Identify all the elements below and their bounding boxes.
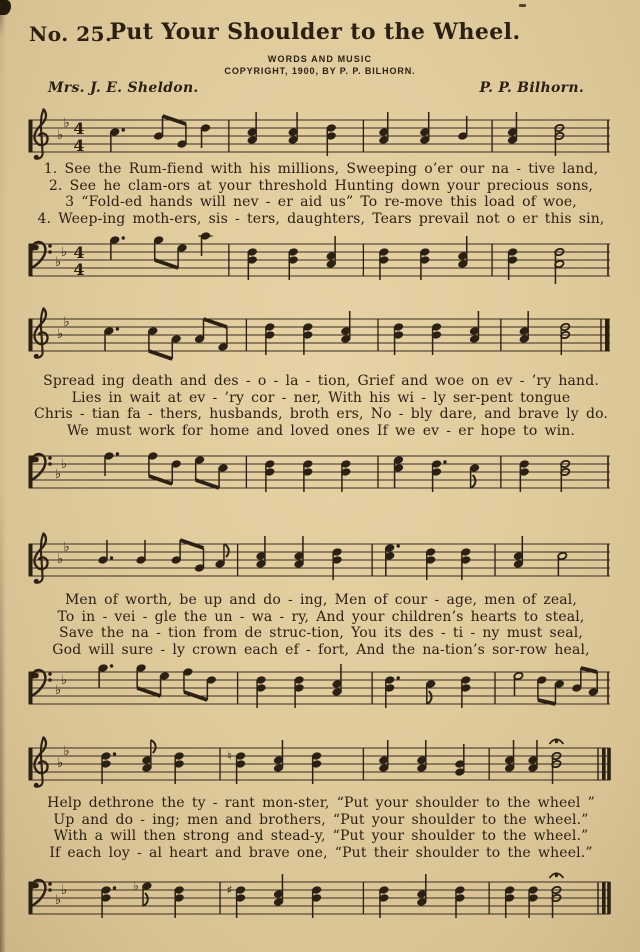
bass-staff-system-4 (27, 866, 612, 932)
bass-staff-system-1 (27, 228, 612, 294)
svg-text:4: 4 (73, 260, 85, 279)
svg-text:♭: ♭ (55, 893, 62, 908)
page-left-edge-shadow (0, 0, 6, 952)
bass-staff-system-2 (27, 440, 612, 506)
lyric-line: With a will then strong and stead-y, “Put your shoulder to the wheel.” (53, 828, 589, 845)
lyric-line: Lies in wait at ev - ’ry cor - ner, With his wi - ly ser-pent tongue (71, 389, 571, 406)
hymn-number: No. 25. (29, 22, 113, 46)
composer-credit: P. P. Bilhorn. (479, 80, 584, 96)
lyricist-credit: Mrs. J. E. Sheldon. (48, 80, 199, 96)
svg-text:♭: ♭ (61, 245, 68, 260)
svg-text:♭: ♭ (57, 552, 64, 567)
svg-text:♯: ♯ (226, 883, 233, 897)
lyric-line: We must work for home and loved ones If we ev - er hope to win. (66, 422, 576, 439)
scan-speck (519, 4, 526, 7)
svg-text:♭: ♭ (55, 255, 62, 270)
lyric-line: If each loy - al heart and brave one, “Put their shoulder to the wheel.” (49, 844, 593, 861)
svg-text:♭: ♭ (63, 540, 70, 555)
svg-text:♮: ♮ (227, 749, 232, 763)
svg-text:♭: ♭ (57, 128, 64, 143)
lyrics-block-2 (30, 373, 612, 439)
lyrics-block-4 (30, 795, 612, 861)
lyrics-block-1 (30, 161, 612, 227)
svg-text:♭: ♭ (63, 744, 70, 759)
lyric-line: Help dethrone the ty - rant mon-ster, “Put your shoulder to the wheel ” (47, 795, 595, 811)
svg-text:4: 4 (73, 136, 85, 155)
lyric-line: God will sure - ly crown each ef - fort, And the na-tion’s sor-row heal, (52, 641, 590, 658)
lyric-line: Save the na - tion from de struc-tion, You its des - ti - ny must seal, (59, 625, 583, 642)
bass-staff-system-3 (27, 656, 612, 722)
words-and-music-line: WORDS AND MUSIC (267, 54, 373, 64)
svg-text:4: 4 (73, 119, 85, 138)
page-title: Put Your Shoulder to the Wheel. (109, 19, 521, 45)
treble-staff-system-3 (27, 528, 612, 594)
lyric-line: 1. See the Rum-fiend with his millions, Sweeping o’er our na - tive land, (43, 161, 599, 177)
copyright-line: COPYRIGHT, 1900, BY P. P. BILHORN. (224, 66, 416, 76)
svg-text:♭: ♭ (55, 683, 62, 698)
lyric-line: Men of worth, be up and do - ing, Men of cour - age, men of zeal, (64, 592, 578, 608)
svg-text:♭: ♭ (61, 883, 68, 898)
lyric-line: To in - vei - gle the un - wa - ry, And your children’s hearts to steal, (57, 608, 585, 625)
svg-text:♭: ♭ (61, 673, 68, 688)
svg-text:4: 4 (73, 243, 85, 262)
svg-text:♭: ♭ (57, 327, 64, 342)
lyric-line: 2. See he clam-ors at your threshold Hunting down your precious sons, (48, 177, 594, 194)
lyric-line: Up and do - ing; men and brothers, “Put your shoulder to the wheel.” (53, 811, 589, 828)
svg-text:♭: ♭ (63, 116, 70, 131)
treble-staff-system-4 (27, 732, 612, 798)
lyric-line: 3 “Fold-ed hands will nev - er aid us” To re-move this load of woe, (65, 194, 577, 211)
scan-corner-mark (0, 0, 11, 15)
svg-text:♭: ♭ (133, 879, 139, 893)
lyric-line: Spread ing death and des - o - la - tion, Grief and woe on ev - ’ry hand. (43, 373, 599, 389)
svg-text:♭: ♭ (63, 315, 70, 330)
svg-text:♭: ♭ (61, 457, 68, 472)
svg-text:♭: ♭ (57, 756, 64, 771)
lyric-line: 4. Weep-ing moth-ers, sis - ters, daughters, Tears prevail not o er this sin, (37, 210, 605, 227)
lyric-line: Chris - tian fa - thers, husbands, broth ers, No - bly dare, and brave ly do. (33, 406, 609, 423)
treble-staff-system-2 (27, 303, 612, 369)
svg-text:♭: ♭ (55, 467, 62, 482)
lyrics-block-3 (30, 592, 612, 658)
